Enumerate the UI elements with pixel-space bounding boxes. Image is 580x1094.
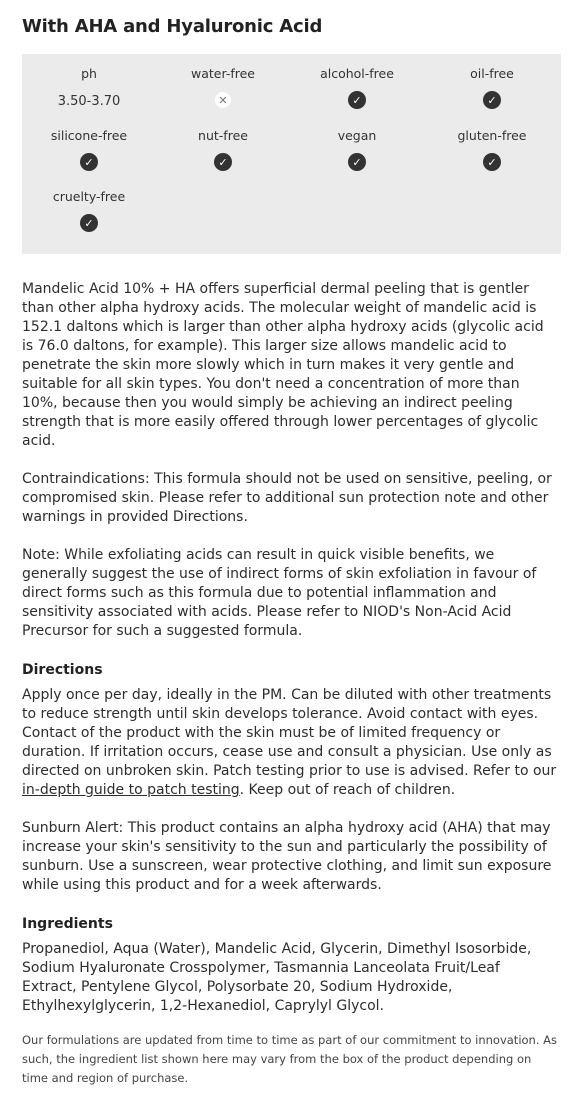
attribute-label: water-free (191, 66, 255, 81)
attribute-gluten-free (425, 127, 559, 171)
patch-testing-guide-link[interactable]: in-depth guide to patch testing (22, 782, 240, 798)
attribute-nut-free (156, 127, 290, 171)
formulation-disclaimer: Our formulations are updated from time to time as part of our commitment to innovation. As such, the ingredient list shown here may vary from the box of the product depending on time and region of purchase. (22, 1033, 558, 1085)
directions-text: Apply once per day, ideally in the PM. Can be diluted with other treatments to reduce strength until skin develops tolerance. Avoid contact with eyes. Contact of the product with the skin must be of limited frequency or duration. If irritation occurs, cease use and consult a physician. Use only as directed on unbroken skin. Patch testing prior to use is advised. Refer to our (22, 687, 557, 779)
attribute-label: silicone-free (50, 128, 128, 143)
directions-text-end: . Keep out of reach of children. (239, 782, 456, 798)
check-icon: ✓ (80, 214, 98, 232)
check-icon: ✓ (348, 153, 366, 171)
attribute-vegan (290, 127, 424, 171)
attribute-oil-free (425, 65, 559, 109)
attribute-ph (22, 65, 156, 113)
ingredients-heading: Ingredients (22, 916, 113, 932)
attribute-label: cruelty-free (52, 189, 126, 204)
ingredients-list: Propanediol, Aqua (Water), Mandelic Acid, Glycerin, Dimethyl Isosorbide, Sodium Hyaluronate Crosspolymer, Tasmannia Lanceolata Fruit/Leaf Extract, Pentylene Glycol, Polysorbate 20, Sodium Hydroxide, Ethylhexylglycerin, 1,2-Hexanediol, Caprylyl Glycol. (22, 941, 532, 1014)
cross-icon: ✕ (215, 92, 231, 108)
directions-heading: Directions (22, 662, 103, 678)
sunburn-alert-paragraph: Sunburn Alert: This product contains an alpha hydroxy acid (AHA) that may increase your skin's sensitivity to the sun and particularly the possibility of sunburn. Use a sunscreen, wear protective clothing, and limit sun exposure while using this product and for a week afterwards. (22, 820, 552, 893)
note-paragraph: Note: While exfoliating acids can result in quick visible benefits, we generally suggest the use of indirect forms of skin exfoliation in favour of direct forms such as this formula due to potential inflammation and sensitivity associated with acids. Please refer to NIOD's Non-Acid Acid Precursor for such a suggested formula. (22, 547, 537, 639)
attribute-label: gluten-free (457, 128, 527, 143)
attribute-label: alcohol-free (320, 66, 394, 81)
check-icon: ✓ (483, 153, 501, 171)
attribute-silicone-free (22, 127, 156, 171)
attribute-cruelty-free (22, 188, 156, 232)
directions-paragraph (22, 686, 558, 800)
page-title: With AHA and Hyaluronic Acid (22, 16, 323, 37)
contraindications-paragraph: Contraindications: This formula should not be used on sensitive, peeling, or compromised skin. Please refer to additional sun protection note and other warnings in provided Directions. (22, 471, 552, 525)
attribute-label: ph (81, 66, 97, 81)
attribute-water-free (156, 65, 290, 108)
attribute-label: vegan (337, 128, 377, 143)
attribute-label: oil-free (470, 66, 514, 81)
attributes-panel (22, 54, 561, 254)
check-icon: ✓ (214, 153, 232, 171)
attribute-value: 3.50-3.70 (57, 94, 121, 109)
check-icon: ✓ (80, 153, 98, 171)
check-icon: ✓ (348, 91, 366, 109)
attribute-alcohol-free (290, 65, 424, 109)
description-paragraph: Mandelic Acid 10% + HA offers superficial dermal peeling that is gentler than other alpha hydroxy acids. The molecular weight of mandelic acid is 152.1 daltons which is larger than other alpha hydroxy acids (glycolic acid is 76.0 daltons, for example). This larger size allows mandelic acid to penetrate the skin more slowly which in turn makes it very gentle and suitable for all skin types. You don't need a concentration of more than 10%, because then you would simply be achieving an indirect peeling strength that is more easily offered through lower percentages of glycolic acid. (22, 281, 544, 449)
check-icon: ✓ (483, 91, 501, 109)
attribute-label: nut-free (198, 128, 248, 143)
